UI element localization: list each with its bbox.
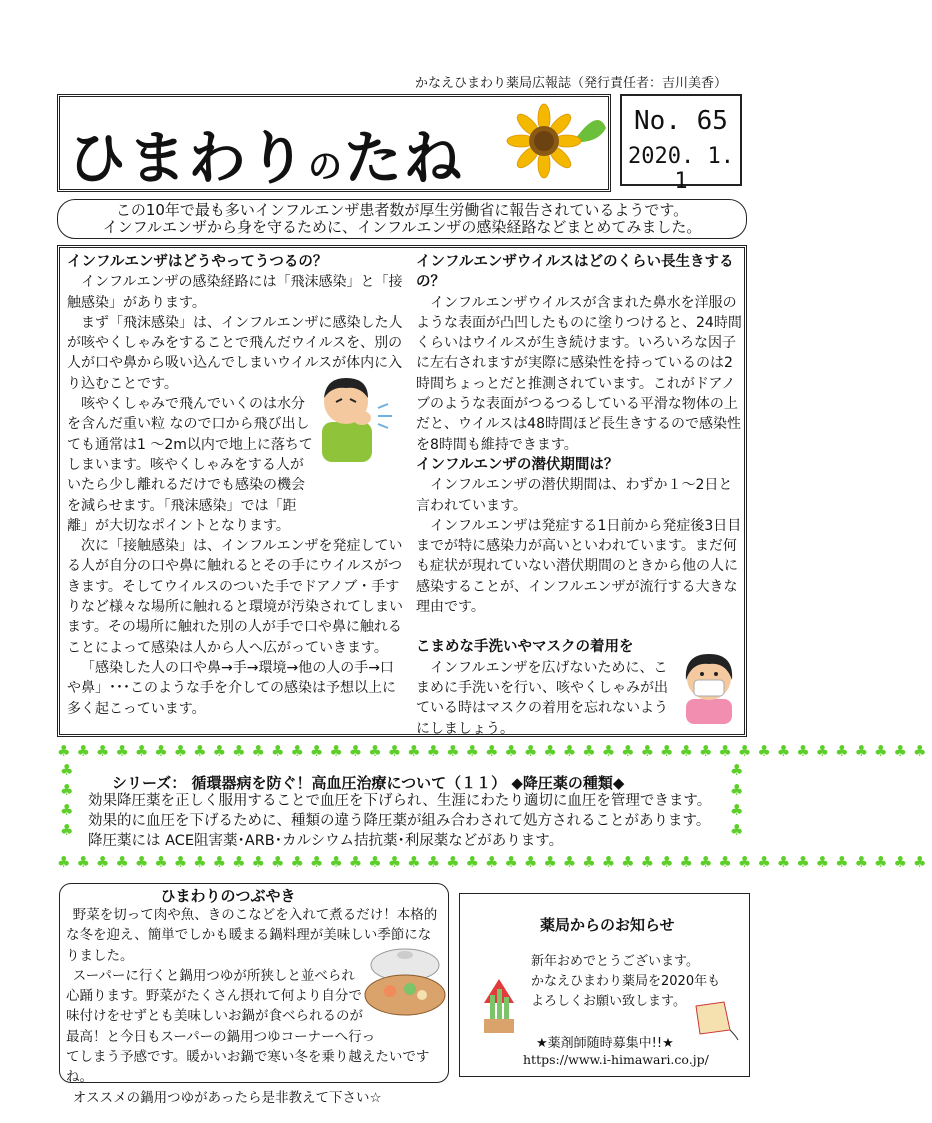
section-heading: インフルエンザはどうやってうつるの？: [67, 254, 328, 270]
series-body: [88, 791, 711, 851]
paragraph: インフルエンザの潜伏期間は、わずか１～2日と言われています。: [416, 477, 733, 514]
paragraph-line: 心踊ります。野菜がたくさん摂れて何より自分で: [66, 988, 362, 1005]
issue-date: 2020. 1. 1: [628, 144, 734, 194]
issue-info: [620, 94, 742, 194]
kadomatsu-icon: [474, 975, 524, 1035]
tsubuyaki-title: ひまわりのつぶやき: [160, 887, 296, 905]
series-title: シリーズ： 循環器病を防ぐ！高血圧治療について（１１） ◆降圧薬の種類◆: [112, 774, 625, 792]
notice-line: よろしくお願い致します。: [531, 994, 686, 1009]
paragraph: オススメの鍋用つゆがあったら是非教えて下さい☆: [72, 1089, 382, 1106]
series-line: 降圧薬には ACE阻害薬･ARB･カルシウム拮抗薬･利尿薬などがあります。: [88, 833, 564, 849]
recruit-notice: ★薬剤師随時募集中!!★: [536, 1036, 674, 1051]
series-line: 効果降圧薬を正しく服用することで血圧を下げられ、生涯にわたり適切に血圧を管理できます。: [88, 793, 712, 809]
intro-line: インフルエンザから身を守るために、インフルエンザの感染経路などまとめてみました。: [102, 218, 702, 236]
page-title: ひまわりのたね: [68, 124, 465, 192]
intro-line: この10年で最も多いインフルエンザ患者数が厚生労働省に報告されているようです。: [115, 201, 689, 219]
issue-number: No. 65: [634, 106, 728, 136]
notice-title: 薬局からのお知らせ: [540, 916, 675, 934]
paragraph-line: スーパーに行くと鍋用つゆが所狭しと並べられ: [72, 967, 355, 984]
paragraph: 次に「接触感染」は、インフルエンザを発症している人が自分の口や鼻に触れるとその手にウイルスがつきます。そしてウイルスのついた手でドアノブ・手すりなど様々な場所に触れると環境が汚染されてしまいます。その場所に触れた別の人が手で口や鼻に触れることによって感染は人から人へ広がっていきます。: [67, 538, 403, 656]
clover-border-bottom: ♣♣♣♣♣♣♣♣♣♣♣♣♣♣♣♣♣♣♣♣♣♣♣♣♣♣♣♣♣♣♣♣♣♣♣♣♣♣♣♣♣♣♣♣♣: [57, 853, 932, 871]
section-heading: こまめな手洗いやマスクの着用を: [416, 639, 634, 656]
coughing-person-icon: [312, 372, 407, 462]
paragraph: 咳やくしゃみで飛んでいくのは水分を含んだ重い粒 なので口から飛び出しても通常は1 ～2m以内で地上に落ちてしまいます。咳やくしゃみをする人がいたら少し離れるだけでも感染の機会を減らせます。「飛沫感染」では「距離」が大切なポイントとなります。: [67, 396, 313, 534]
sunflower-icon: [498, 98, 608, 184]
clover-border-top: ♣♣♣♣♣♣♣♣♣♣♣♣♣♣♣♣♣♣♣♣♣♣♣♣♣♣♣♣♣♣♣♣♣♣♣♣♣♣♣♣♣♣♣♣♣: [57, 742, 932, 760]
paragraph: インフルエンザウイルスが含まれた鼻水を洋服のような表面が凸凹したものに塗りつけると、24時間くらいはウイルスが生き続けます。いろいろな因子に左右されますが実際に感染性を持っているのは2時間ちょっとだと推測されています。これがドアノブのような表面がつるつるしている平滑な物体の上だと、ウイルスは48時間ほど長生きするので感染性を8時間も維持できます。: [416, 294, 742, 453]
hotpot-icon: [360, 943, 450, 1023]
kite-icon: [690, 1000, 740, 1040]
paragraph: インフルエンザの感染経路には「飛沫感染」と「接触感染」があります。: [67, 274, 403, 311]
left-column: [67, 252, 407, 719]
notice-line: 新年おめでとうございます。: [531, 954, 699, 969]
clover-border-right: ♣ ♣ ♣ ♣: [730, 761, 744, 839]
section-heading: インフルエンザウイルスはどのくらい長生きするの？: [416, 254, 734, 291]
paragraph-line: 味付けをせずとも美味しいお鍋が食べられるのが: [66, 1008, 363, 1025]
publisher-line: かなえひまわり薬局広報誌（発行責任者：吉川美香）: [415, 76, 728, 91]
clover-border-left: ♣ ♣ ♣ ♣: [60, 761, 74, 839]
section-heading: インフルエンザの潜伏期間は？: [416, 456, 619, 473]
paragraph: まず「飛沫感染」は、インフルエンザに感染した人が咳やくしゃみをすることで飛んだウイルスを、別の人が口や鼻から吸い込んでしまいウイルスが体内に入り込むことです。: [67, 314, 403, 392]
paragraph-line: てしまう予感です。暖かいお鍋で寒い冬を乗り越えたいですね。: [66, 1049, 430, 1086]
notice-line: かなえひまわり薬局を2020年も: [531, 974, 721, 989]
paragraph-line: 最高！と今日もスーパーの鍋用つゆコーナーへ行っ: [66, 1028, 376, 1045]
series-line: 効果的に血圧を下げるために、種類の違う降圧薬が組み合わされて処方されることがあります。: [88, 813, 711, 829]
paragraph: インフルエンザを広げないために、こまめに手洗いを行い、咳やくしゃみが出ている時はマスクの着用を忘れないようにしましょう。: [416, 659, 668, 737]
paragraph: 「感染した人の口や鼻→手→環境→他の人の手→口や鼻」･･･このような手を介しての感染は予想以上に多く起こっています。: [67, 659, 396, 717]
intro-banner: [57, 199, 747, 239]
paragraph: 野菜を切って肉や魚、きのこなどを入れて煮るだけ！本格的な冬を迎え、簡単でしかも暖まる鍋料理が美味しい季節になりました。: [66, 907, 438, 964]
mask-person-icon: [674, 644, 744, 724]
influenza-article: [57, 245, 747, 737]
website-link[interactable]: https://www.i-himawari.co.jp/: [523, 1052, 709, 1067]
paragraph: インフルエンザは発症する1日前から発症後3日目までが特に感染力が高いといわれています。まだ何も症状が現れていない潜伏期間のときから他の人に感染することが、インフルエンザが流行する大きな理由です。: [416, 517, 742, 616]
